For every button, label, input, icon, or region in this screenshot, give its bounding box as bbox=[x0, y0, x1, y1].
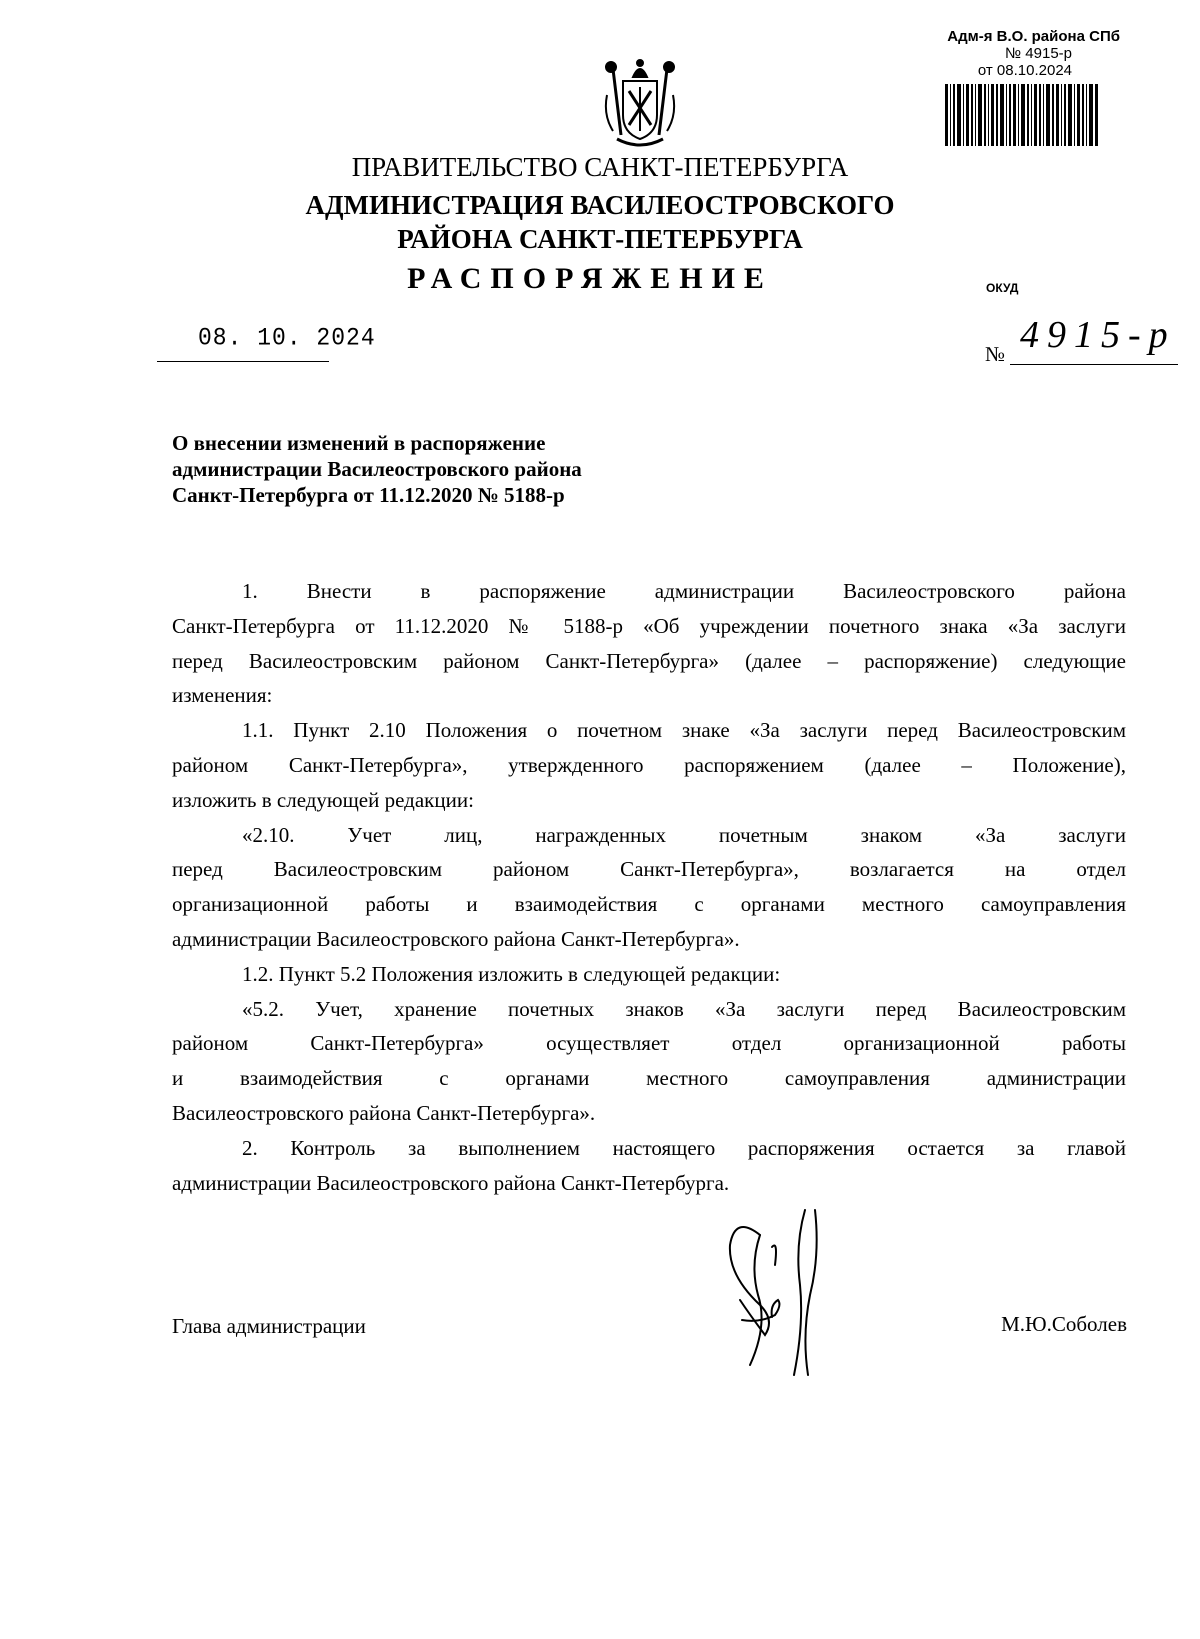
administration-heading-line-1: АДМИНИСТРАЦИЯ ВАСИЛЕОСТРОВСКОГО bbox=[305, 190, 895, 220]
body-line: 1.1. Пункт 2.10 Положения о почетном знаке «За заслуги перед Василеостровским bbox=[242, 718, 1126, 743]
body-line: изложить в следующей редакции: bbox=[172, 787, 474, 812]
stamp-line-1: Адм-я В.О. района СПб bbox=[947, 28, 1120, 45]
barcode-icon bbox=[945, 84, 1100, 146]
stamp-line-2: № 4915-р bbox=[1005, 45, 1072, 62]
body-line: изменения: bbox=[172, 683, 273, 708]
body-line: районом Санкт-Петербурга», утвержденного распоряжением (далее – Положение), bbox=[172, 752, 1126, 777]
administration-heading-line-2: РАЙОНА САНКТ-ПЕТЕРБУРГА bbox=[397, 224, 803, 254]
title-line: администрации Василеостровского района bbox=[172, 457, 582, 481]
document-title bbox=[172, 430, 732, 508]
title-line: Санкт-Петербурга от 11.12.2020 № 5188-р bbox=[172, 483, 565, 507]
okud-label: ОКУД bbox=[986, 281, 1019, 295]
document-type-heading: РАСПОРЯЖЕНИЕ bbox=[407, 262, 773, 295]
document-date: 08. 10. 2024 bbox=[198, 323, 376, 353]
number-underline bbox=[1010, 364, 1178, 365]
body-line: администрации Василеостровского района Санкт-Петербурга». bbox=[172, 926, 740, 951]
document-number: 4915-р bbox=[1020, 314, 1176, 356]
document-body bbox=[172, 574, 1126, 1200]
body-line: Василеостровского района Санкт-Петербурга». bbox=[172, 1100, 596, 1125]
government-heading: ПРАВИТЕЛЬСТВО САНКТ-ПЕТЕРБУРГА bbox=[351, 152, 849, 182]
signatory-position: Глава администрации bbox=[172, 1314, 366, 1338]
signatory-name: М.Ю.Соболев bbox=[1001, 1312, 1127, 1336]
body-line: администрации Василеостровского района Санкт-Петербурга. bbox=[172, 1170, 730, 1195]
body-line: Санкт-Петербурга от 11.12.2020 № 5188-р «Об учреждении почетного знака «За заслуги bbox=[172, 613, 1126, 638]
registration-stamp bbox=[900, 28, 1120, 79]
body-line: и взаимодействия с органами местного самоуправления администрации bbox=[172, 1066, 1126, 1091]
title-line: О внесении изменений в распоряжение bbox=[172, 431, 546, 455]
body-line: «2.10. Учет лиц, награжденных почетным знаком «За заслуги bbox=[242, 822, 1126, 847]
stamp-line-3: от 08.10.2024 bbox=[977, 62, 1072, 79]
spb-coat-of-arms-icon bbox=[595, 55, 685, 150]
body-line: районом Санкт-Петербурга» осуществляет отдел организационной работы bbox=[172, 1031, 1126, 1056]
body-line: перед Василеостровским районом Санкт-Петербурга» (далее – распоряжение) следующие bbox=[172, 648, 1126, 673]
body-line: 1.2. Пункт 5.2 Положения изложить в следующей редакции: bbox=[242, 961, 781, 986]
body-line: перед Василеостровским районом Санкт-Петербурга», возлагается на отдел bbox=[172, 857, 1126, 882]
body-line: 2. Контроль за выполнением настоящего распоряжения остается за главой bbox=[242, 1135, 1126, 1160]
date-underline bbox=[157, 361, 329, 362]
body-line: «5.2. Учет, хранение почетных знаков «За заслуги перед Василеостровским bbox=[242, 996, 1126, 1021]
signature-icon bbox=[720, 1205, 830, 1380]
body-line: 1. Внести в распоряжение администрации Василеостровского района bbox=[242, 579, 1126, 603]
body-line: организационной работы и взаимодействия с органами местного самоуправления bbox=[172, 892, 1126, 917]
number-sign: № bbox=[985, 342, 1006, 366]
